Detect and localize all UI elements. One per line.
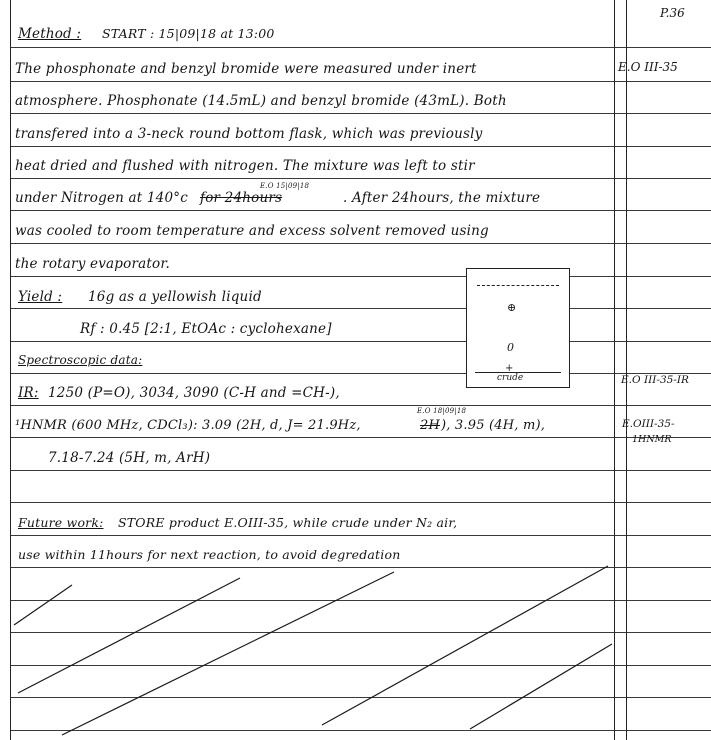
correction-initials-2: E.O 18|09|18 <box>417 407 467 415</box>
hnmr-text-b: ), 3.95 (4H, m), <box>441 418 546 433</box>
struck-text-2: 2H <box>420 418 441 433</box>
slash-line <box>18 578 240 693</box>
correction-initials: E.O 15|09|18 <box>260 182 310 190</box>
struck-text: for 24hours <box>200 190 283 206</box>
text-line-6a: under Nitrogen at 140°c <box>15 190 188 206</box>
page-number: P.36 <box>660 6 685 20</box>
slash-line <box>322 566 608 725</box>
hnmr-text-c: 7.18-7.24 (5H, m, ArH) <box>48 450 211 466</box>
future-work-text: STORE product E.OIII-35, while crude under N₂ air, <box>118 515 458 530</box>
text-line-2: The phosphonate and benzyl bromide were measured under inert <box>15 61 477 77</box>
slash-line <box>14 585 72 625</box>
tlc-spot-base: + <box>505 363 514 374</box>
ir-text: 1250 (P=O), 3034, 3090 (C-H and =CH-), <box>48 385 340 401</box>
yield-text: 16g as a yellowish liquid <box>88 289 262 305</box>
tlc-spot-top: ⊕ <box>507 301 517 314</box>
spectroscopic-label: Spectroscopic data: <box>18 353 143 367</box>
rf-text: Rf : 0.45 [2:1, EtOAc : cyclohexane] <box>80 321 332 337</box>
text-line-6b: . After 24hours, the mixture <box>343 190 541 206</box>
yield-label: Yield : <box>18 289 63 305</box>
text-line-4: transfered into a 3-neck round bottom flask, which was previously <box>15 126 483 142</box>
tlc-crude-label: crude <box>497 373 524 383</box>
text-line-7: was cooled to room temperature and excess solvent removed using <box>15 223 489 239</box>
margin-ref-ir: E.O III-35-IR <box>621 374 689 386</box>
hnmr-text-a: ¹HNMR (600 MHz, CDCl₃): 3.09 (2H, d, J= 21.9Hz, <box>15 418 361 433</box>
text-line-8: the rotary evaporator. <box>15 256 170 272</box>
margin-ref-product: E.O III-35 <box>618 60 678 74</box>
slash-line <box>62 572 394 735</box>
tlc-spot-mid: 0 <box>507 341 514 354</box>
ir-label: IR: <box>18 385 39 401</box>
text-line-5: heat dried and flushed with nitrogen. The mixture was left to stir <box>15 158 475 174</box>
slash-line <box>470 644 612 729</box>
margin-ref-hnmr-2: 1HNMR <box>632 434 672 445</box>
future-work-label: Future work: <box>18 515 104 530</box>
margin-ref-hnmr: E.OIII-35- <box>622 418 675 430</box>
text-line-3: atmosphere. Phosphonate (14.5mL) and benzyl bromide (43mL). Both <box>15 93 507 109</box>
future-work-text-2: use within 11hours for next reaction, to avoid degredation <box>18 547 401 562</box>
start-text: START : 15|09|18 at 13:00 <box>102 26 275 41</box>
method-label: Method : <box>18 26 82 42</box>
